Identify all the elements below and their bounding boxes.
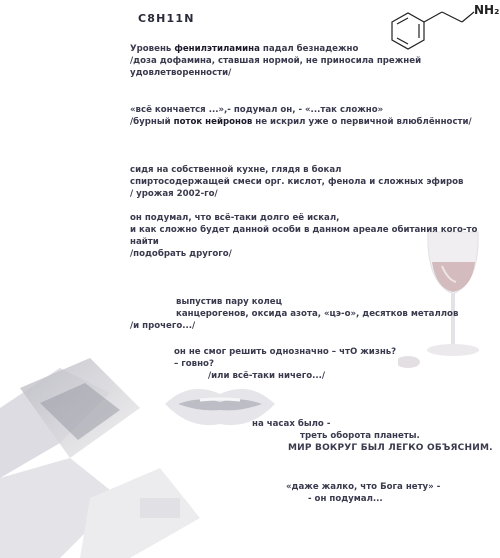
amine-label: NH₂ — [474, 3, 500, 17]
p5-l1: выпустив пару колец — [176, 297, 282, 307]
paragraph-5 — [130, 296, 458, 332]
p7-l2: треть оборота планеты. — [300, 431, 420, 441]
p3-l1: сидя на собственной кухне, глядя в бокал — [130, 165, 342, 175]
p2-l2-post: не искрил уже о первичной влюблённости/ — [252, 117, 472, 127]
p4-l2: и как сложно будет данной особи в данном ареале обитания кого-то — [130, 225, 478, 235]
p2-l2-hl: поток нейронов — [173, 117, 253, 127]
p1-l3: удовлетворенности/ — [130, 68, 232, 78]
p1-l1-post: падал безнадежно — [259, 44, 359, 54]
p6-l1: он не смог решить однозначно – чтО жизнь? — [174, 347, 397, 357]
p4-l4: /подобрать другого/ — [130, 249, 232, 259]
p3-l2: спиртосодержащей смеси орг. кислот, фенола и сложных эфиров — [130, 177, 464, 187]
p1-l1-pre: Уровень — [130, 44, 175, 54]
p1-l1-hl: фенилэтиламина — [174, 44, 260, 54]
paragraph-3 — [130, 164, 463, 200]
p6-l3: /или всё-таки ничего.../ — [208, 371, 326, 381]
paragraph-6 — [174, 346, 396, 382]
p2-l2-pre: /бурный — [130, 117, 174, 127]
p1-l2: /доза дофамина, ставшая нормой, не приносила прежней — [130, 56, 422, 66]
formula-title: C8H11N — [138, 12, 195, 25]
p8-l2: - он подумал... — [308, 494, 383, 504]
p4-l1: он подумал, что всё-таки долго её искал, — [130, 213, 340, 223]
p2-l1: «всё кончается ...»,- подумал он, - «...так сложно» — [130, 105, 384, 115]
p7-l3: МИР ВОКРУГ БЫЛ ЛЕГКО ОБЪЯСНИМ. — [288, 443, 493, 453]
p3-l3: / урожая 2002-го/ — [130, 189, 218, 199]
paragraph-1 — [130, 43, 421, 79]
paragraph-2 — [130, 104, 472, 128]
p6-l2: – говно? — [174, 359, 214, 369]
p5-l3: /и прочего.../ — [130, 321, 196, 331]
p4-l3: найти — [130, 237, 159, 247]
paragraph-7 — [252, 418, 493, 454]
p8-l1: «даже жалко, что Бога нету» - — [286, 482, 441, 492]
paragraph-8 — [286, 481, 440, 505]
paragraph-4 — [130, 212, 477, 260]
p5-l2: канцерогенов, оксида азота, «цэ-о», десятков металлов — [176, 309, 459, 319]
p7-l1: на часах было - — [252, 419, 331, 429]
